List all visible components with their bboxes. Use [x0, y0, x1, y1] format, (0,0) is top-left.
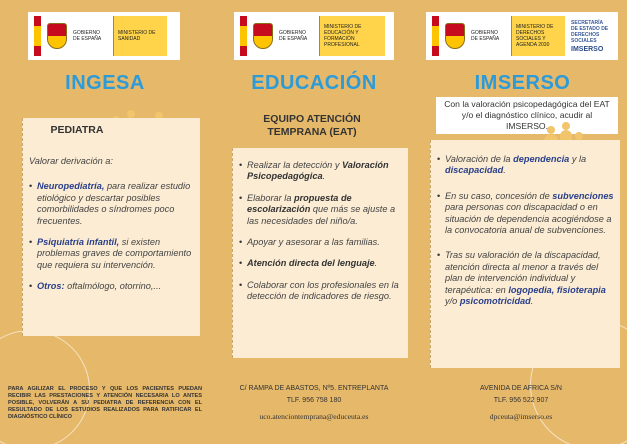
coat-of-arms-icon	[47, 23, 67, 49]
logo-gobierno-text: GOBIERNO DE ESPAÑA	[471, 30, 500, 42]
logo-ministerio-text: MINISTERIO DE EDUCACIÓN Y FORMACIÓN PROFESIONAL	[319, 16, 385, 56]
logo-gobierno-text: GOBIERNO DE ESPAÑA	[73, 30, 102, 42]
item-bold: Valoración Psicopedagógica	[247, 160, 389, 182]
list-item	[29, 281, 195, 292]
list-item	[239, 280, 403, 303]
item-text: y la	[569, 154, 587, 164]
spain-flag-icon	[432, 16, 439, 56]
item-bold: propuesta de escolarización	[247, 192, 352, 215]
logo-ministerio-text: MINISTERIO DE DERECHOS SOCIALES Y AGENDA 2030	[511, 16, 565, 56]
logo-ministerio-derechos-sociales	[426, 12, 618, 60]
list-item	[437, 250, 615, 307]
footer-note: PARA AGILIZAR EL PROCESO Y QUE LOS PACIENTES PUEDAN RECIBIR LAS PRESTACIONES Y ATENCIÓN NECESARIA LO ANTES POSIBLE, VOLVERÁN A SU PEDIATRA DE REFERENCIA CON EL RESULTADO DE LOS ESTUDIOS REALIZADOS PARA RATIFICAR EL DIAGNÓSTICO CLÍNICO	[8, 386, 202, 420]
item-text: Tras su valoración de la discapacidad, atención directa al menor a través del plan de intervención individual y terapéutica: en	[445, 250, 601, 295]
item-text: Valoración de la	[445, 154, 514, 164]
imserso-logo-top: SECRETARÍA DE ESTADO DE DERECHOS SOCIALES	[571, 19, 609, 44]
imserso-logo-text: IMSERSO	[571, 45, 604, 53]
item-bold: discapacidad	[445, 165, 504, 176]
coat-of-arms-icon	[253, 23, 273, 49]
footer-address: AVENIDA DE AFRICA S/N	[480, 385, 562, 392]
item-text: .	[374, 258, 378, 269]
spain-flag-icon	[240, 16, 247, 56]
heading-educacion: EDUCACIÓN	[251, 72, 377, 94]
heading-ingesa: INGESA	[65, 72, 145, 94]
list-item	[239, 160, 403, 183]
list-item	[29, 237, 195, 271]
item-text: .	[530, 296, 534, 307]
item-text: Elaborar la	[247, 192, 294, 203]
footer-phone: TLF. 956 522 907	[493, 397, 549, 404]
imserso-intro: Con la valoración psicopedagógica del EAT y/o el diagnóstico clínico, acudir al IMSERSO.	[436, 97, 618, 134]
footer-email[interactable]: dpceuta@imserso.es	[489, 412, 553, 421]
item-bold: Psiquiatría infantil,	[37, 237, 120, 248]
item-text: y/o	[445, 296, 460, 307]
item-text: .	[322, 171, 326, 182]
list-item	[437, 154, 615, 177]
item-bold: subvenciones	[552, 190, 614, 201]
column-educacion	[210, 0, 418, 444]
footer-email[interactable]: uco.atenciontemprana@educeuta.es	[259, 412, 369, 421]
item-text: Apoyar y asesorar a las familias.	[247, 237, 380, 248]
list-item	[239, 258, 403, 269]
item-text: para realizar estudio etiológico y descartar posibles comorbilidades o síndromes poco frecuentes.	[37, 181, 191, 226]
subtitle-pediatra: PEDIATRA	[50, 124, 104, 136]
imserso-logo	[571, 20, 609, 53]
card-pediatra	[22, 118, 200, 336]
logo-gobierno-text: GOBIERNO DE ESPAÑA	[279, 30, 308, 42]
heading-imserso: IMSERSO	[474, 72, 571, 94]
card-imserso	[430, 140, 620, 368]
imserso-list	[437, 154, 615, 317]
card-eat	[232, 148, 408, 358]
pediatra-list	[29, 181, 195, 292]
item-text: En su caso, concesión de	[445, 190, 553, 201]
item-bold: logopedia, fisioterapia	[508, 284, 606, 295]
item-text: Colaborar con los profesionales en la detección de indicadores de riesgo.	[247, 279, 399, 302]
item-text: para personas con discapacidad o en situación de dependencia acogiéndose a la convocatoria anual de subvenciones.	[445, 202, 612, 236]
coat-of-arms-icon	[445, 23, 465, 49]
item-text: Realizar la detección y	[247, 160, 342, 170]
item-bold: Neuropediatría,	[37, 181, 105, 192]
eat-list	[239, 160, 403, 313]
footer-address: C/ RAMPA DE ABASTOS, Nº5. ENTREPLANTA	[239, 385, 389, 392]
item-bold: dependencia	[513, 154, 570, 164]
list-item	[239, 193, 403, 227]
item-text: si existen problemas graves de comportamiento que requiera su intervención.	[37, 237, 192, 270]
list-item	[29, 181, 195, 227]
logo-ministerio-educacion	[234, 12, 394, 60]
logo-ministerio-text: MINISTERIO DE SANIDAD	[113, 16, 167, 56]
list-item	[437, 191, 615, 237]
item-text: que más se ajuste a las necesidades del niño/a.	[247, 204, 396, 226]
card-intro: Valorar derivación a:	[29, 156, 113, 166]
spain-flag-icon	[34, 16, 41, 56]
footer-phone: TLF. 956 758 180	[286, 397, 342, 404]
footer-contact-educacion	[214, 384, 414, 421]
item-text: .	[503, 165, 506, 176]
item-bold: Otros:	[37, 281, 65, 292]
column-imserso	[418, 0, 627, 444]
list-item	[239, 237, 403, 248]
item-text: oftalmólogo, otorrino,...	[64, 281, 162, 292]
subtitle-eat: EQUIPO ATENCIÓN TEMPRANA (EAT)	[263, 113, 361, 138]
item-bold: psicomotricidad	[459, 296, 531, 307]
logo-ministerio-sanidad	[28, 12, 180, 60]
column-ingesa	[0, 0, 210, 444]
footer-contact-imserso	[426, 384, 616, 421]
item-bold: Atención directa del lenguaje	[247, 258, 375, 269]
